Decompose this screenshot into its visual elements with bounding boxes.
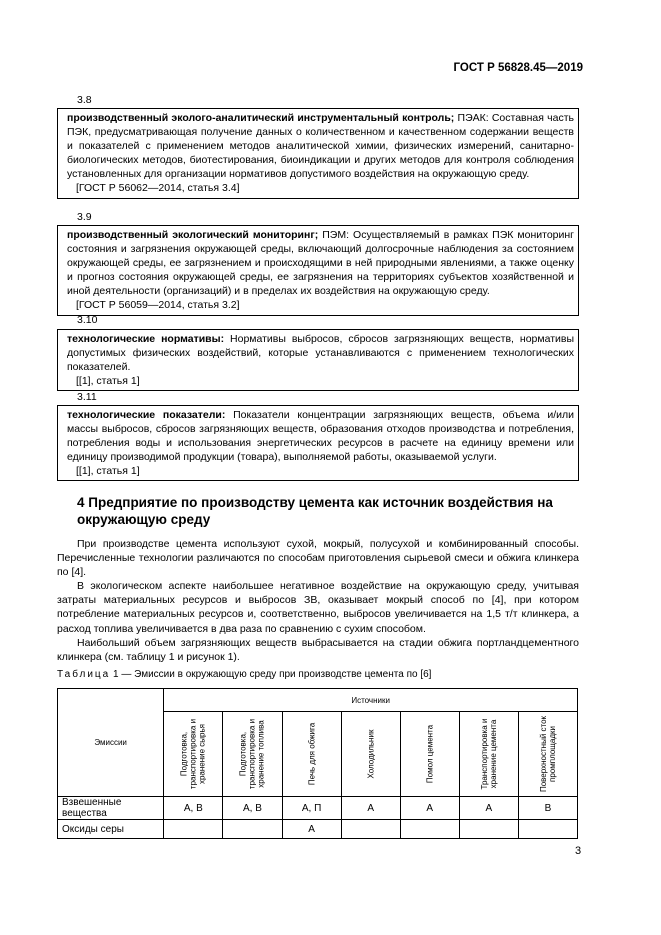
table-row bbox=[58, 797, 578, 820]
emissions-table bbox=[57, 688, 578, 839]
table-caption-label: Таблица bbox=[57, 669, 111, 680]
table-caption-text: 1 — Эмиссии в окружающую среду при производстве цемента по [6] bbox=[110, 669, 432, 680]
table-cell bbox=[341, 820, 400, 839]
table-cell: А, В bbox=[223, 797, 282, 820]
column-header bbox=[341, 712, 400, 797]
column-header-text: Помол цемента bbox=[425, 724, 435, 784]
paragraph: В экологическом аспекте наибольшее негативное воздействие на окружающую среду, учитывая затраты материальных ресурсов и выбросов ЗВ, оказывает мокрый способ по [4], при котором потребление материальных ресурсов и, соответственно, выбросов увеличивается на 1,5 т/т клинкера, а расход топлива увеличивается в два раза по сравнению с сухим способом. bbox=[57, 580, 579, 635]
table-cell: А, В bbox=[164, 797, 223, 820]
term-number: 3.9 bbox=[77, 211, 92, 223]
table-cell bbox=[164, 820, 223, 839]
column-header-text: Холодильник bbox=[366, 729, 376, 779]
table-cell: А bbox=[459, 797, 518, 820]
term-number: 3.11 bbox=[77, 391, 97, 403]
table-cell bbox=[518, 820, 577, 839]
term-text: Показатели концентрации загрязняющих веществ, объема и/или массы выбросов, сбросов загрязняющих веществ, образования отходов производства и потребления, потребления воды и использования энергетических ресурсов в расчете на единицу времени или единицу производимой продукции (товара), выполняемой работы, оказываемой услуги. bbox=[67, 409, 574, 464]
term-definition bbox=[67, 408, 574, 464]
column-header bbox=[518, 712, 577, 797]
table-cell: А bbox=[341, 797, 400, 820]
paragraph: При производстве цемента используют сухой, мокрый, полусухой и комбинированный способы. Перечисленные технологии различаются по способам приготовления сырьевой смеси и обжига клинкера по [4]. bbox=[57, 538, 579, 579]
term-box bbox=[57, 108, 579, 199]
term-title: технологические показатели: bbox=[67, 409, 226, 421]
column-header bbox=[282, 712, 341, 797]
page-number: 3 bbox=[575, 845, 582, 857]
column-header-text: Подготовка, транспортировка и хранение топлива bbox=[238, 718, 266, 790]
column-header bbox=[400, 712, 459, 797]
term-text: ПЭМ: Осуществляемый в рамках ПЭК мониторинг состояния и загрязнения окружающей среды, включающий долгосрочные наблюдения за состоянием окружающей среды, ее загрязнением и происходящими в ней природными явлениями, а также оценку и прогноз состояния окружающей среды, ее загрязнения на территориях субъектов хозяйственной и иной деятельности (организаций) и в пределах их воздействия на окружающую среду. bbox=[67, 229, 574, 298]
term-definition bbox=[67, 332, 574, 374]
column-header bbox=[459, 712, 518, 797]
term-source: [[1], статья 1] bbox=[76, 465, 140, 478]
table-cell: А, П bbox=[282, 797, 341, 820]
table-cell bbox=[400, 820, 459, 839]
emissions-header: Эмиссии bbox=[58, 689, 164, 797]
term-number: 3.10 bbox=[77, 314, 98, 326]
sources-header: Источники bbox=[164, 689, 578, 712]
term-title: производственный эколого-аналитический инструментальный контроль; bbox=[67, 112, 455, 124]
term-source: [ГОСТ Р 56059—2014, статья 3.2] bbox=[76, 299, 240, 312]
term-title: производственный экологический мониторинг; bbox=[67, 229, 319, 241]
column-header-text: Транспортировка и хранение цемента bbox=[479, 718, 498, 790]
column-header-text: Поверхностный сток промплощадки bbox=[538, 715, 557, 793]
term-number: 3.8 bbox=[77, 94, 92, 106]
table-caption bbox=[57, 669, 431, 680]
table-cell: В bbox=[518, 797, 577, 820]
term-box bbox=[57, 405, 579, 481]
column-header bbox=[223, 712, 282, 797]
table-cell: А bbox=[400, 797, 459, 820]
term-box bbox=[57, 225, 579, 316]
document-header: ГОСТ Р 56828.45—2019 bbox=[453, 62, 583, 74]
term-text: Нормативы выбросов, сбросов загрязняющих веществ, нормативы допустимых физических воздействий, которые устанавливаются с применением технологических показателей. bbox=[67, 333, 574, 374]
row-label: Оксиды серы bbox=[58, 820, 164, 839]
table-row bbox=[58, 820, 578, 839]
row-label: Взвешенные вещества bbox=[58, 797, 164, 820]
column-header bbox=[164, 712, 223, 797]
term-title: технологические нормативы: bbox=[67, 333, 225, 345]
term-definition bbox=[67, 111, 574, 181]
column-header-text: Печь для обжига bbox=[307, 722, 317, 786]
column-header-text: Подготовка, транспортировка и хранение сырья bbox=[179, 718, 207, 790]
term-box bbox=[57, 329, 579, 391]
section-body bbox=[57, 537, 579, 664]
table-cell bbox=[223, 820, 282, 839]
term-source: [[1], статья 1] bbox=[76, 375, 140, 388]
section-title: 4 Предприятие по производству цемента как источник воздействия на окружающую среду bbox=[77, 495, 553, 527]
term-definition bbox=[67, 228, 574, 298]
term-text: ПЭАК: Составная часть ПЭК, предусматривающая получение данных о количественном и качественном содержании веществ и показателей с применением методов аналитической химии, физических измерений, санитарно-биологических методов, биотестирования, биоиндикации и других методов для контроля соблюдения установленных для организации нормативов допустимого воздействия на окружающую среду. bbox=[67, 112, 574, 181]
term-source: [ГОСТ Р 56062—2014, статья 3.4] bbox=[76, 182, 240, 195]
paragraph: Наибольший объем загрязняющих веществ выбрасывается на стадии обжига портландцементного клинкера (см. таблицу 1 и рисунок 1). bbox=[57, 636, 579, 663]
table-cell: А bbox=[282, 820, 341, 839]
table-cell bbox=[459, 820, 518, 839]
